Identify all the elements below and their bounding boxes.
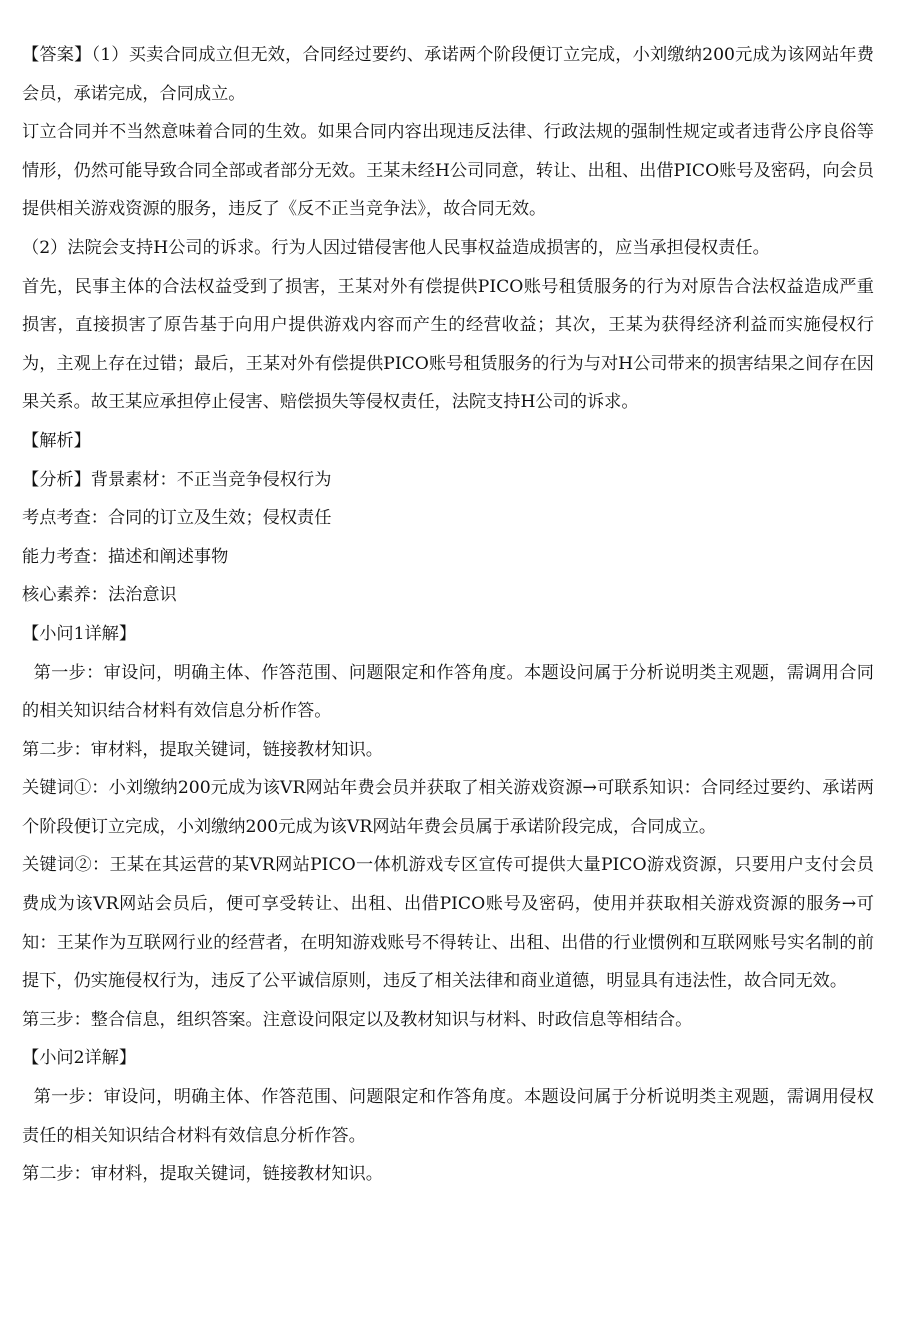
question1-step3: 第三步：整合信息，组织答案。注意设问限定以及教材知识与材料、时政信息等相结合。 [22, 1009, 693, 1030]
answer-part1: 【答案】（1）买卖合同成立但无效，合同经过要约、承诺两个阶段便订立完成，小刘缴纳200元成为该网站年费会员，承诺完成，合同成立。 [22, 45, 874, 104]
answer-contract-validity: 订立合同并不当然意味着合同的生效。如果合同内容出现违反法律、行政法规的强制性规定或者违背公序良俗等情形，仍然可能导致合同全部或者部分无效。王某未经H公司同意，转让、出租、出借PICO账号及密码，向会员提供相关游戏资源的服务，违反了《反不正当竞争法》，故合同无效。 [22, 122, 874, 220]
question1-keyword2: 关键词②：王某在其运营的某VR网站PICO一体机游戏专区宣传可提供大量PICO游戏资源，只要用户支付会员费成为该VR网站会员后，便可享受转让、出租、出借PICO账号及密码，使用并获取相关游戏资源的服务→可知：王某作为互联网行业的经营者，在明知游戏账号不得转让、出租、出借的行业惯例和互联网账号实名制的前提下，仍实施侵权行为，违反了公平诚信原则，违反了相关法律和商业道德，明显具有违法性，故合同无效。 [22, 855, 874, 992]
analysis-exam-points: 考点考查：合同的订立及生效；侵权责任 [22, 508, 332, 529]
question1-step1: 第一步：审设问，明确主体、作答范围、问题限定和作答角度。本题设问属于分析说明类主观题，需调用合同的相关知识结合材料有效信息分析作答。 [22, 662, 874, 722]
question1-step2: 第二步：审材料，提取关键词，链接教材知识。 [22, 739, 383, 760]
question2-step2: 第二步：审材料，提取关键词，链接教材知识。 [22, 1164, 383, 1185]
question2-step1: 第一步：审设问，明确主体、作答范围、问题限定和作答角度。本题设问属于分析说明类主观题，需调用侵权责任的相关知识结合材料有效信息分析作答。 [22, 1087, 874, 1146]
analysis-core-literacy: 核心素养：法治意识 [22, 585, 177, 606]
analysis-background: 【分析】背景素材：不正当竞争侵权行为 [22, 469, 332, 490]
analysis-heading: 【解析】 [22, 430, 91, 451]
answer-tort-analysis: 首先，民事主体的合法权益受到了损害，王某对外有偿提供PICO账号租赁服务的行为对原告合法权益造成严重损害，直接损害了原告基于向用户提供游戏内容而产生的经营收益；其次，王某为获得经济利益而实施侵权行为，主观上存在过错；最后，王某对外有偿提供PICO账号租赁服务的行为与对H公司带来的损害结果之间存在因果关系。故王某应承担停止侵害、赔偿损失等侵权责任，法院支持H公司的诉求。 [22, 276, 874, 413]
document-page [22, 36, 874, 1194]
analysis-ability: 能力考查：描述和阐述事物 [22, 546, 229, 567]
answer-part2: （2）法院会支持H公司的诉求。行为人因过错侵害他人民事权益造成损害的，应当承担侵权责任。 [22, 237, 770, 258]
question1-keyword1: 关键词①：小刘缴纳200元成为该VR网站年费会员并获取了相关游戏资源→可联系知识：合同经过要约、承诺两个阶段便订立完成，小刘缴纳200元成为该VR网站年费会员属于承诺阶段完成，合同成立。 [22, 778, 874, 837]
question2-heading: 【小问2详解】 [22, 1048, 137, 1069]
question1-heading: 【小问1详解】 [22, 623, 137, 644]
